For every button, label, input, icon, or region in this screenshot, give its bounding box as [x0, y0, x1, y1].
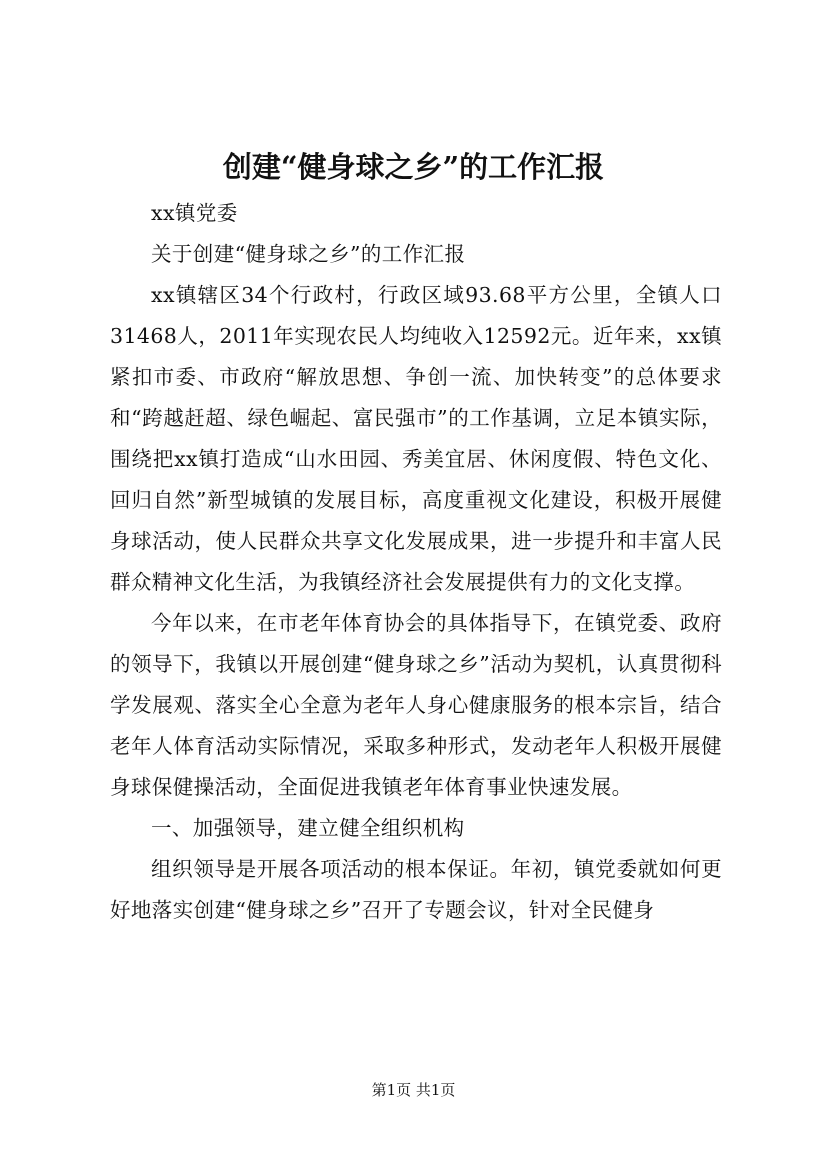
paragraph-overview: xx镇辖区34个行政村，行政区域93.68平方公里，全镇人口31468人，2011年实现农民人均纯收入12592元。近年来，xx镇紧扣市委、市政府“解放思想、争创一流、加快转变”的总体要求和“跨越赶超、绿色崛起、富民强市”的工作基调，立足本镇实际，围绕把xx镇打造成“山水田园、秀美宜居、休闲度假、特色文化、回归自然”新型城镇的发展目标，高度重视文化建设，积极开展健身球活动，使人民群众共享文化发展成果，进一步提升和丰富人民群众精神文化生活，为我镇经济社会发展提供有力的文化支撑。: [110, 283, 722, 594]
paragraph-progress: 今年以来，在市老年体育协会的具体指导下，在镇党委、政府的领导下，我镇以开展创建“健身球之乡”活动为契机，认真贯彻科学发展观、落实全心全意为老年人身心健康服务的根本宗旨，结合老年人体育活动实际情况，采取多种形式，发动老年人积极开展健身球保健操活动，全面促进我镇老年体育事业快速发展。: [110, 611, 722, 799]
paragraph-leadership: 组织领导是开展各项活动的根本保证。年初，镇党委就如何更好地落实创建“健身球之乡”召开了专题会议，针对全民健身: [110, 857, 722, 922]
paragraph-org: xx镇党委: [151, 201, 238, 225]
document-body: [110, 193, 722, 931]
page-footer: 第1页 共1页: [371, 1081, 456, 1099]
section-heading-1: 一、加强领导，建立健全组织机构: [151, 816, 465, 840]
paragraph-subtitle: 关于创建“健身球之乡”的工作汇报: [151, 242, 466, 266]
document-title: 创建“健身球之乡”的工作汇报: [222, 150, 605, 184]
